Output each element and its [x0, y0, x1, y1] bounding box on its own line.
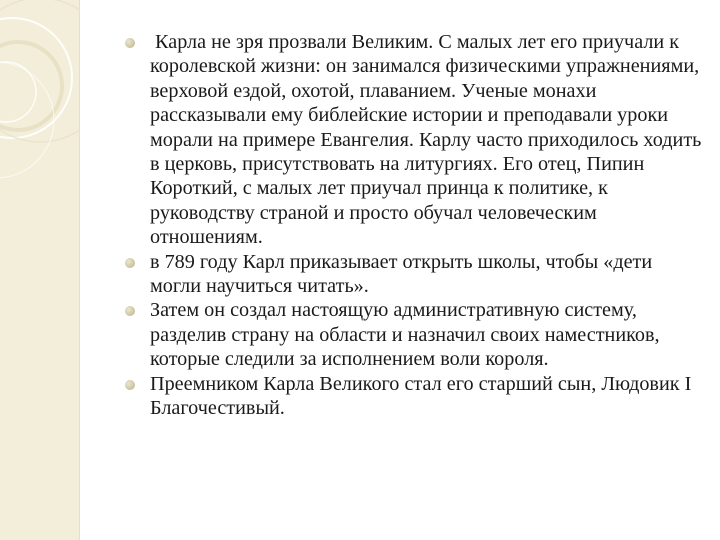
side-divider — [79, 0, 80, 540]
circle-ornament-icon — [0, 0, 79, 540]
decorative-side-panel — [0, 0, 79, 540]
bullet-item — [124, 298, 702, 371]
bullet-circle-icon — [125, 380, 135, 390]
bullet-text: Затем он создал настоящую административную систему, разделив страну на области и назначил своих наместников, которые следили за исполнением воли короля. — [150, 299, 660, 371]
bullet-text: Карла не зря прозвали Великим. С малых лет его приучали к королевской жизни: он занимался физическими упражнениями, верховой ездой, охотой, плаванием. Ученые монахи рассказывали ему библейские истории и преподавали уроки морали на примере Евангелия. Карлу часто приходилось ходить в церковь, присутствовать на литургиях. Его отец, Пипин Короткий, с малых лет приучал принца к политике, к руководству страной и просто обучал человеческим отношениям. — [150, 31, 702, 249]
bullet-text: в 789 году Карл приказывает открыть школы, чтобы «дети могли научиться читать». — [150, 250, 653, 298]
bullet-circle-icon — [125, 38, 135, 48]
bullet-text: Преемником Карла Великого стал его старший сын, Людовик I Благочестивый. — [150, 372, 692, 420]
bullet-item — [124, 250, 702, 299]
bullet-item — [124, 372, 702, 421]
bullet-item — [124, 30, 702, 250]
bullet-circle-icon — [125, 306, 135, 316]
bullet-list — [124, 30, 702, 421]
slide-content — [124, 30, 702, 421]
bullet-circle-icon — [125, 258, 135, 268]
